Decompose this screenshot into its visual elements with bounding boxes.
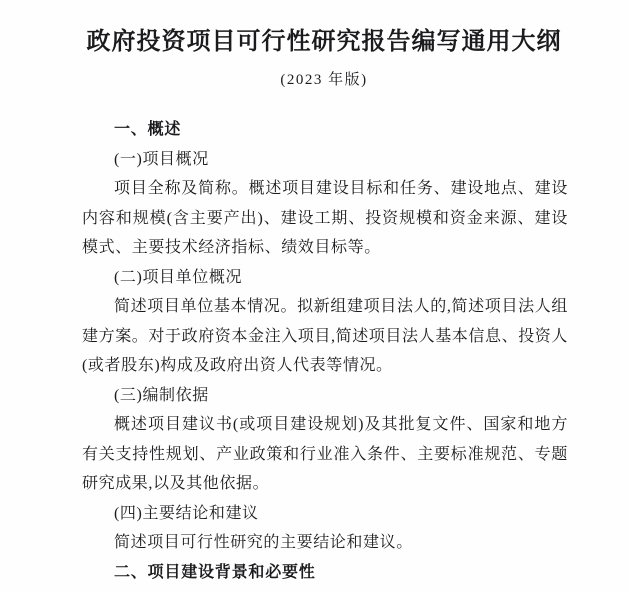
paragraph: 概述项目建议书(或项目建设规划)及其批复文件、国家和地方有关支持性规划、产业政策和行业准入条件、主要标准规范、专题研究成果,以及其他依据。: [82, 416, 568, 492]
paragraph: 简述项目单位基本情况。拟新组建项目法人的,简述项目法人组建方案。对于政府资本金注入项目,简述项目法人基本信息、投资人(或者股东)构成及政府出资人代表等情况。: [82, 298, 569, 374]
document-body: [0, 91, 628, 587]
subsection-heading: (三)编制依据: [114, 386, 209, 404]
subsection-heading: (四)主要结论和建议: [114, 504, 259, 522]
subsection-heading: (二)项目单位概况: [114, 268, 243, 286]
subsection-heading: (一)项目概况: [114, 150, 209, 168]
section-heading: 一、概述: [114, 121, 182, 138]
paragraph: 项目全称及简称。概述项目建设目标和任务、建设地点、建设内容和规模(含主要产出)、建设工期、投资规模和资金来源、建设模式、主要技术经济指标、绩效目标等。: [82, 180, 568, 256]
document-subtitle: (2023 年版): [280, 72, 368, 88]
paragraph: 简述项目可行性研究的主要结论和建议。: [114, 534, 413, 551]
section-heading: 二、项目建设背景和必要性: [114, 563, 316, 581]
document-title: 政府投资项目可行性研究报告编写通用大纲: [86, 29, 562, 55]
